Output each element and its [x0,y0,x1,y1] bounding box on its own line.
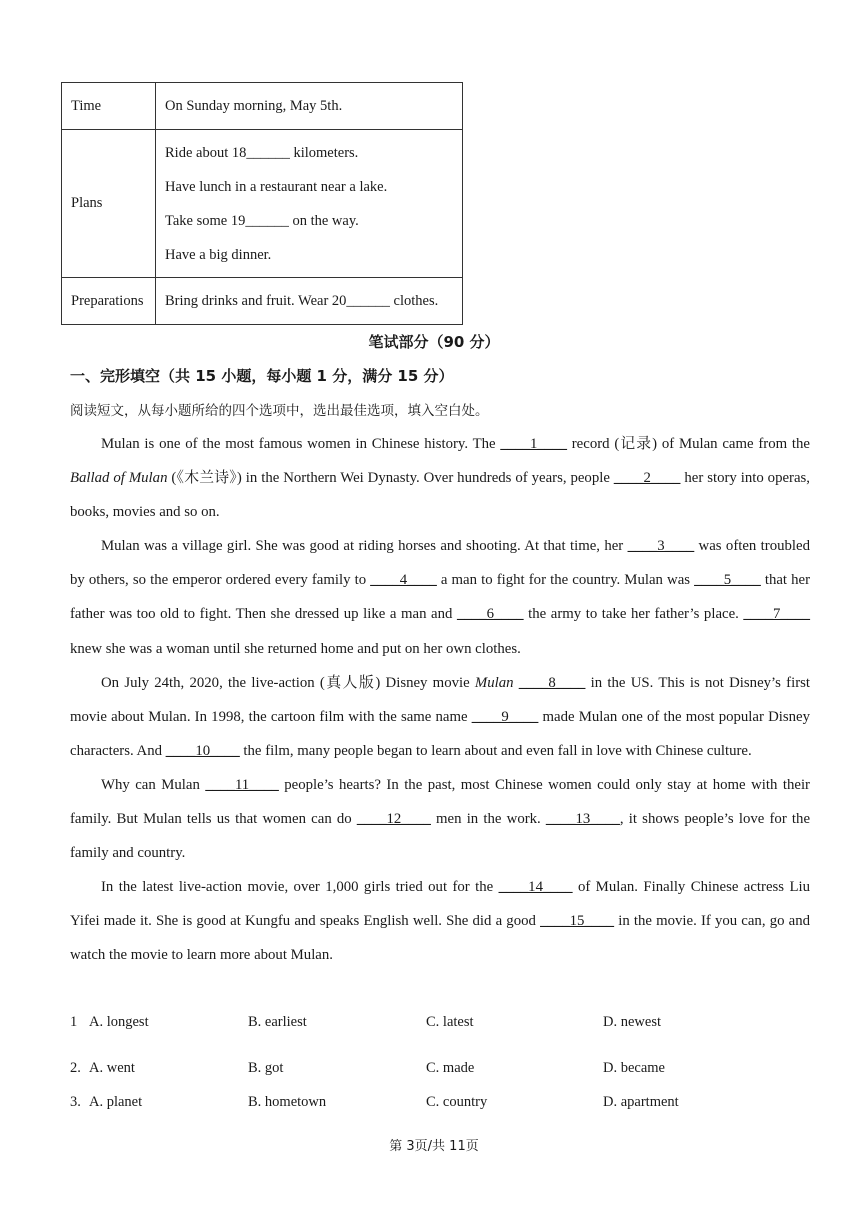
text-run: Mulan is one of the most famous women in Chinese history. The [101,436,501,452]
text-run: record (记录) of Mulan came from the [566,436,810,452]
text-run: that her father was too old to fight. Then she dressed up like a man and [70,572,811,623]
option-c[interactable]: C. latest [426,1014,474,1030]
text-run: a man to fight for the country. Mulan was [436,572,695,589]
table-row [62,83,463,130]
paragraph-1 [70,427,810,529]
text-run: of Mulan. Finally Chinese actress Liu Yifei made it. She is good at Kungfu and speaks English well. She did a good [70,879,810,930]
blank-2: ____2____ [613,470,681,487]
blank-9: ____9____ [471,708,539,725]
plan-table [61,82,463,325]
blank-8: ____8____ [518,674,586,691]
table-cell [156,83,463,130]
option-c[interactable]: C. made [426,1060,475,1076]
table-line: Take some 19______ on the way. [165,212,359,229]
blank-14: ____14____ [498,879,573,896]
page-footer: 第 3页/共 11页 [389,1139,479,1154]
blank-7: ____7____ [743,606,810,623]
table-line: On Sunday morning, May 5th. [165,98,343,114]
blank-10: ____10____ [165,742,240,759]
text-run: her story into operas, books, movies and so on. [70,470,810,521]
table-label: Preparations [62,278,156,325]
text-run: in the US. This is not Disney’s first movie about Mulan. In 1998, the cartoon film with the same name [70,674,810,725]
table-label: Time [62,83,156,130]
option-b[interactable]: B. earliest [248,1014,307,1030]
text-run: the film, many people began to learn about and even fall in love with Chinese culture. [239,742,752,759]
text-run: (《木兰诗》) in the Northern Wei Dynasty. Over hundreds of years, people [167,470,614,487]
text-run: Mulan was a village girl. She was good at riding horses and shooting. At that time, her [101,538,628,555]
blank-11: ____11____ [205,776,279,793]
question-number: 3. [70,1094,81,1110]
blank-6: ____6____ [456,606,524,623]
option-d[interactable]: D. newest [603,1014,661,1030]
blank-13: ____13____ [545,811,620,828]
option-c[interactable]: C. country [426,1094,488,1110]
text-run: On July 24th, 2020, the live-action (真人版) Disney movie [101,674,475,691]
paragraph-3 [70,666,810,768]
text-run: In the latest live-action movie, over 1,000 girls tried out for the [101,879,499,896]
option-d[interactable]: D. apartment [603,1094,679,1110]
movie-title: Mulan [474,674,514,691]
paragraph-5 [70,870,810,972]
question-number: 2. [70,1060,81,1076]
table-label: Plans [62,130,156,278]
option-a[interactable]: A. longest [89,1014,149,1030]
blank-3: ____3____ [627,538,695,555]
option-d[interactable]: D. became [603,1060,665,1076]
option-b[interactable]: B. hometown [248,1094,327,1110]
option-a[interactable]: A. planet [89,1094,143,1110]
blank-1: ____1____ [500,436,567,452]
text-run: was often troubled by others, so the emperor ordered every family to [70,538,810,589]
option-b[interactable]: B. got [248,1060,284,1076]
table-cell [156,278,463,325]
table-line: Ride about 18______ kilometers. [165,144,359,161]
table-line: Have lunch in a restaurant near a lake. [165,178,388,195]
blank-5: ____5____ [694,572,761,589]
ballad-title: Ballad of Mulan [70,470,168,487]
blank-15: ____15____ [540,913,615,930]
blank-4: ____4____ [370,572,437,589]
text-run: knew she was a woman until she returned home and put on her own clothes. [70,640,521,657]
table-line: Have a big dinner. [165,246,272,263]
instruction-text: 阅读短文，从每小题所给的四个选项中，选出最佳选项，填入空白处。 [70,403,489,419]
section-title: 笔试部分（90 分） [368,333,500,351]
table-row [62,278,463,325]
text-run: made Mulan one of the most popular Disney characters. And [70,708,810,759]
table-row [62,130,463,278]
text-run: men in the work. [430,811,546,828]
option-a[interactable]: A. went [89,1060,135,1076]
text-run: people’s hearts? In the past, most Chinese women could only stay at home with their family. But Mulan tells us that women can do [70,776,810,828]
paragraph-4 [70,768,810,870]
question-number: 1 [70,1014,78,1030]
text-run: in the movie. If you can, go and watch the movie to learn more about Mulan. [70,913,811,964]
cloze-passage [70,427,810,973]
table-line: Bring drinks and fruit. Wear 20______ clothes. [165,293,439,309]
paragraph-2 [70,529,810,665]
text-run: Why can Mulan [101,776,206,793]
text-run: the army to take her father’s place. [523,606,744,623]
text-run: , it shows people’s love for the family and country. [70,811,811,862]
table-cell [156,130,463,278]
blank-12: ____12____ [356,811,431,828]
part-title: 一、完形填空（共 15 小题，每小题 1 分，满分 15 分） [70,367,454,385]
